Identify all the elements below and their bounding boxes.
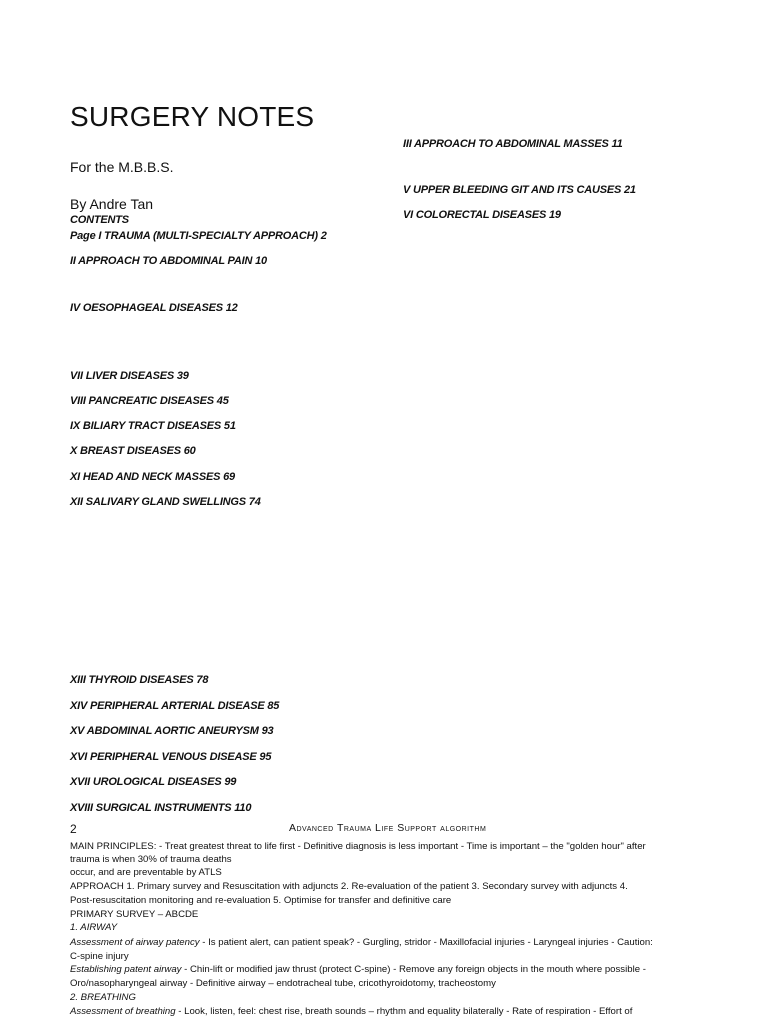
term-text: - Is patient alert, can patient speak? - Gurgling, stridor - Maxillofacial injuries - Laryngeal injuries - Caution:	[199, 937, 653, 948]
toc-entry: Page I TRAUMA (MULTI-SPECIALTY APPROACH) 2	[70, 230, 327, 242]
toc-entry: XV ABDOMINAL AORTIC ANEURYSM 93	[70, 725, 274, 737]
document-subtitle: For the M.B.B.S.	[70, 159, 174, 175]
body-text: PRIMARY SURVEY – ABCDE	[70, 909, 199, 920]
toc-entry: XIV PERIPHERAL ARTERIAL DISEASE 85	[70, 700, 280, 712]
body-text	[70, 1006, 632, 1018]
toc-entry: VIII PANCREATIC DISEASES 45	[70, 395, 229, 407]
document-author: By Andre Tan	[70, 196, 154, 212]
body-text: Oro/nasopharyngeal airway - Definitive airway – endotracheal tube, cricothyroidotomy, tracheostomy	[70, 978, 496, 989]
term-label: Establishing patent airway	[70, 964, 182, 975]
document-title: SURGERY NOTES	[70, 101, 315, 132]
toc-entry: IX BILIARY TRACT DISEASES 51	[70, 420, 236, 432]
toc-entry: III APPROACH TO ABDOMINAL MASSES 11	[403, 138, 623, 150]
term-label: Assessment of airway patency	[70, 937, 200, 948]
toc-entry: VII LIVER DISEASES 39	[70, 370, 189, 382]
term-label: Assessment of breathing	[70, 1006, 176, 1017]
toc-entry: X BREAST DISEASES 60	[70, 445, 196, 457]
toc-entry: IV OESOPHAGEAL DISEASES 12	[70, 302, 238, 314]
page-number: 2	[70, 822, 77, 836]
body-text: MAIN PRINCIPLES: - Treat greatest threat to life first - Definitive diagnosis is less important - Time is important – the "golden hour" after	[70, 841, 646, 852]
body-text: Post-resuscitation monitoring and re-evaluation 5. Optimise for transfer and definitive care	[70, 895, 452, 906]
body-text: occur, and are preventable by ATLS	[70, 867, 222, 878]
term-text: - Chin-lift or modified jaw thrust (protect C-spine) - Remove any foreign objects in the mouth where possible -	[181, 964, 646, 975]
toc-entry: XIII THYROID DISEASES 78	[70, 674, 209, 686]
toc-entry: VI COLORECTAL DISEASES 19	[403, 209, 561, 221]
toc-entry: XVIII SURGICAL INSTRUMENTS 110	[70, 802, 252, 814]
toc-entry: XI HEAD AND NECK MASSES 69	[70, 471, 235, 483]
toc-entry: XVII UROLOGICAL DISEASES 99	[70, 776, 237, 788]
section-heading: Advanced Trauma Life Support algorithm	[289, 822, 487, 834]
term-text: - Look, listen, feel: chest rise, breath sounds – rhythm and equality bilaterally - Rate of respiration - Effort of	[175, 1006, 633, 1017]
toc-entry: XII SALIVARY GLAND SWELLINGS 74	[70, 496, 261, 508]
body-text: APPROACH 1. Primary survey and Resuscitation with adjuncts 2. Re-evaluation of the patient 3. Secondary survey with adjuncts 4.	[70, 881, 628, 892]
body-text: C-spine injury	[70, 951, 129, 962]
body-text	[70, 964, 646, 976]
toc-entry: V UPPER BLEEDING GIT AND ITS CAUSES 21	[403, 184, 636, 196]
subheading: 2. BREATHING	[70, 992, 136, 1003]
body-text	[70, 937, 653, 949]
toc-entry: II APPROACH TO ABDOMINAL PAIN 10	[70, 255, 267, 267]
contents-label: CONTENTS	[70, 214, 129, 226]
body-text: trauma is when 30% of trauma deaths	[70, 854, 232, 865]
toc-entry: XVI PERIPHERAL VENOUS DISEASE 95	[70, 751, 272, 763]
subheading: 1. AIRWAY	[70, 922, 118, 933]
